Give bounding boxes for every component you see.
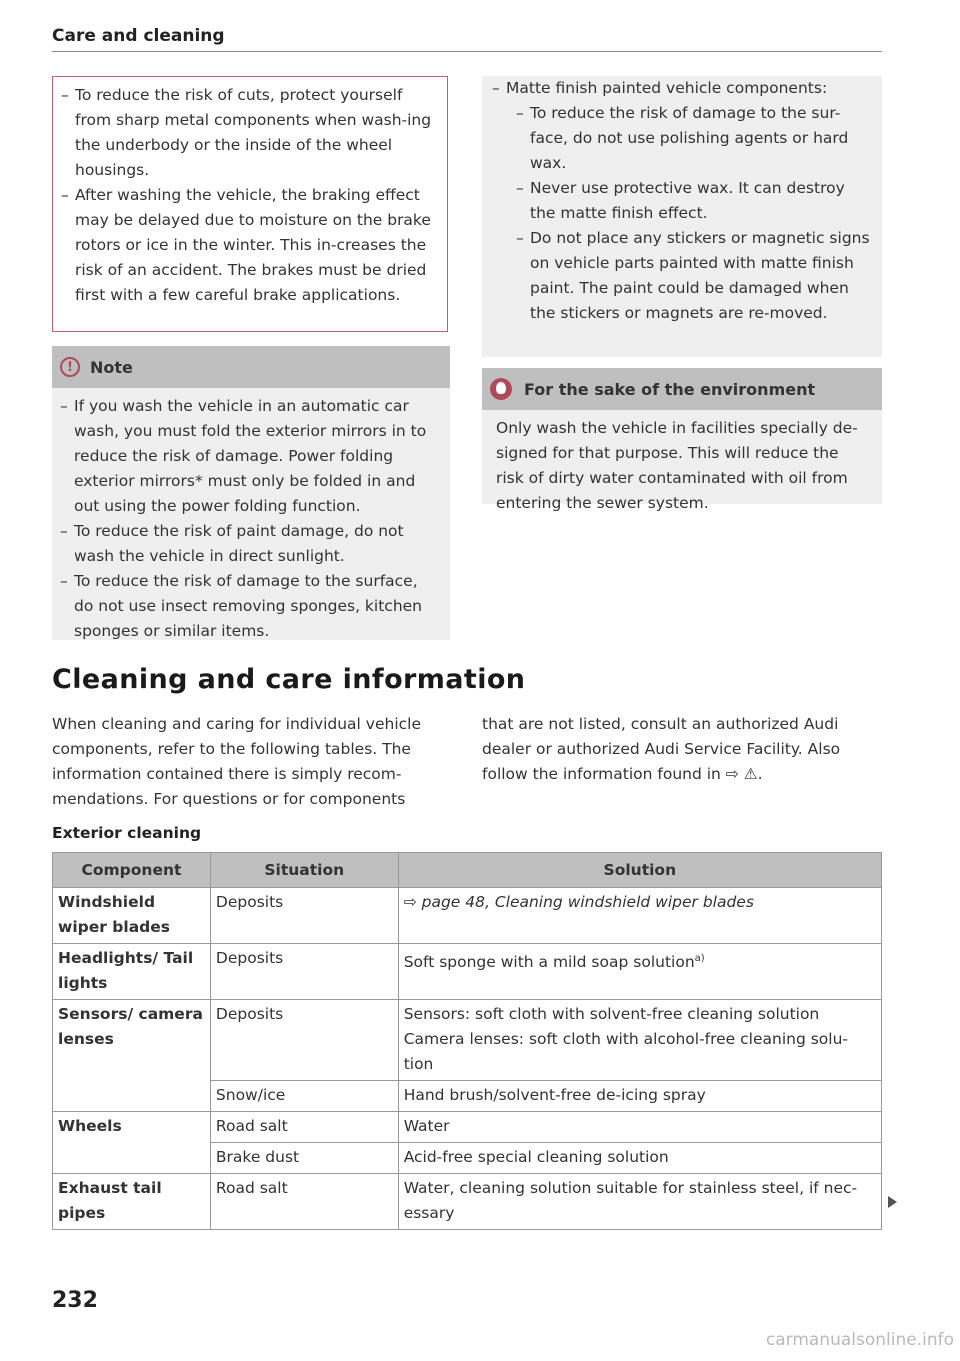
- note-title: Note: [90, 357, 133, 377]
- intro-left: When cleaning and caring for individual vehicle components, refer to the following tables. The information contained there is simply recom-mendations. For questions or for components: [52, 715, 421, 808]
- situation-cell: Deposits: [210, 888, 398, 944]
- solution-cell: Acid-free special cleaning solution: [398, 1143, 881, 1174]
- table-row: [53, 1000, 882, 1081]
- exterior-cleaning-table: [52, 852, 882, 1230]
- solution-cell: Sensors: soft cloth with solvent-free cleaning solution Camera lenses: soft cloth with alcohol-free cleaning solu-tion: [398, 1000, 881, 1081]
- solution-cell: Water, cleaning solution suitable for stainless steel, if nec-essary: [398, 1174, 881, 1230]
- solution-cell: Soft sponge with a mild soap solution$^{a)}$: [398, 944, 881, 1000]
- matte-item: – To reduce the risk of damage to the sur-face, do not use polishing agents or hard wax.: [516, 101, 870, 176]
- table-row: [53, 888, 882, 944]
- note-item: – To reduce the risk of paint damage, do not wash the vehicle in direct sunlight.: [60, 519, 436, 569]
- note-item: – To reduce the risk of damage to the surface, do not use insect removing sponges, kitchen sponges or similar items.: [60, 569, 436, 644]
- matte-sublist: [516, 101, 870, 326]
- environment-body: Only wash the vehicle in facilities specially de-signed for that purpose. This will reduce the risk of dirty water contaminated with oil from entering the sewer system.: [496, 419, 858, 512]
- situation-cell: Deposits: [210, 944, 398, 1000]
- situation-cell: Deposits: [210, 1000, 398, 1081]
- component-cell: Wheels: [53, 1112, 211, 1174]
- situation-cell: Road salt: [210, 1112, 398, 1143]
- environment-title: For the sake of the environment: [524, 379, 816, 399]
- component-cell: Windshield wiper blades: [53, 888, 211, 944]
- matte-finish-box: [482, 76, 882, 357]
- col-situation: Situation: [210, 853, 398, 888]
- warning-list: [61, 83, 433, 308]
- matte-list: [492, 76, 870, 326]
- environment-header: [482, 368, 882, 410]
- table-row: [53, 944, 882, 1000]
- matte-item: – Do not place any stickers or magnetic signs on vehicle parts painted with matte finish paint. The paint could be damaged when the stickers or magnets are re-moved.: [516, 226, 870, 326]
- section-title: Cleaning and care information: [52, 664, 526, 695]
- warning-item: – After washing the vehicle, the braking effect may be delayed due to moisture on the brake rotors or ice in the winter. This in-creases the risk of an accident. The brakes must be dried first with a few careful brake applications.: [61, 183, 433, 308]
- exclamation-icon: !: [60, 357, 80, 377]
- table-row: [53, 1174, 882, 1230]
- exterior-cleaning-heading: Exterior cleaning: [52, 824, 202, 842]
- solution-cell: Water: [398, 1112, 881, 1143]
- note-box: [52, 346, 450, 640]
- component-cell: Headlights/ Tail lights: [53, 944, 211, 1000]
- situation-cell: Road salt: [210, 1174, 398, 1230]
- matte-intro: – Matte finish painted vehicle components: – To reduce the risk of damage to the sur-face, do not use polishing agents or hard wax. – Never use protective wax. It can destroy the matte finish effect. – Do not place any stickers or magnetic signs on vehicle parts painted with matte finish paint. The paint could be damaged when the stickers or magnets are re-moved.: [492, 76, 870, 326]
- component-cell: Exhaust tail pipes: [53, 1174, 211, 1230]
- environment-icon: [490, 378, 512, 400]
- continue-arrow-icon: [888, 1196, 897, 1208]
- warning-item: – To reduce the risk of cuts, protect yourself from sharp metal components when wash-ing the underbody or the inside of the wheel housings.: [61, 83, 433, 183]
- solution-cell: Hand brush/solvent-free de-icing spray: [398, 1081, 881, 1112]
- table-header-row: [53, 853, 882, 888]
- footnote-marker: a): [694, 953, 705, 964]
- table-row: [53, 1112, 882, 1143]
- page-number: 232: [52, 1288, 98, 1313]
- section-header: Care and cleaning: [52, 26, 225, 46]
- col-solution: Solution: [398, 853, 881, 888]
- warning-box: [52, 76, 448, 332]
- situation-cell: Brake dust: [210, 1143, 398, 1174]
- col-component: Component: [53, 853, 211, 888]
- situation-cell: Snow/ice: [210, 1081, 398, 1112]
- note-header: [52, 346, 450, 388]
- matte-item: – Never use protective wax. It can destroy the matte finish effect.: [516, 176, 870, 226]
- solution-cell: ⇨ page 48, Cleaning windshield wiper blades: [398, 888, 881, 944]
- intro-right: that are not listed, consult an authorized Audi dealer or authorized Audi Service Facility. Also follow the information found in ⇨ ⚠.: [482, 715, 841, 783]
- note-item: – If you wash the vehicle in an automatic car wash, you must fold the exterior mirrors in to reduce the risk of damage. Power folding exterior mirrors* must only be folded in and out using the power folding function.: [60, 394, 436, 519]
- watermark: carmanualsonline.info: [765, 1330, 954, 1350]
- note-list: [60, 394, 436, 644]
- header-rule: [52, 51, 882, 52]
- component-cell: Sensors/ camera lenses: [53, 1000, 211, 1112]
- environment-box: [482, 368, 882, 512]
